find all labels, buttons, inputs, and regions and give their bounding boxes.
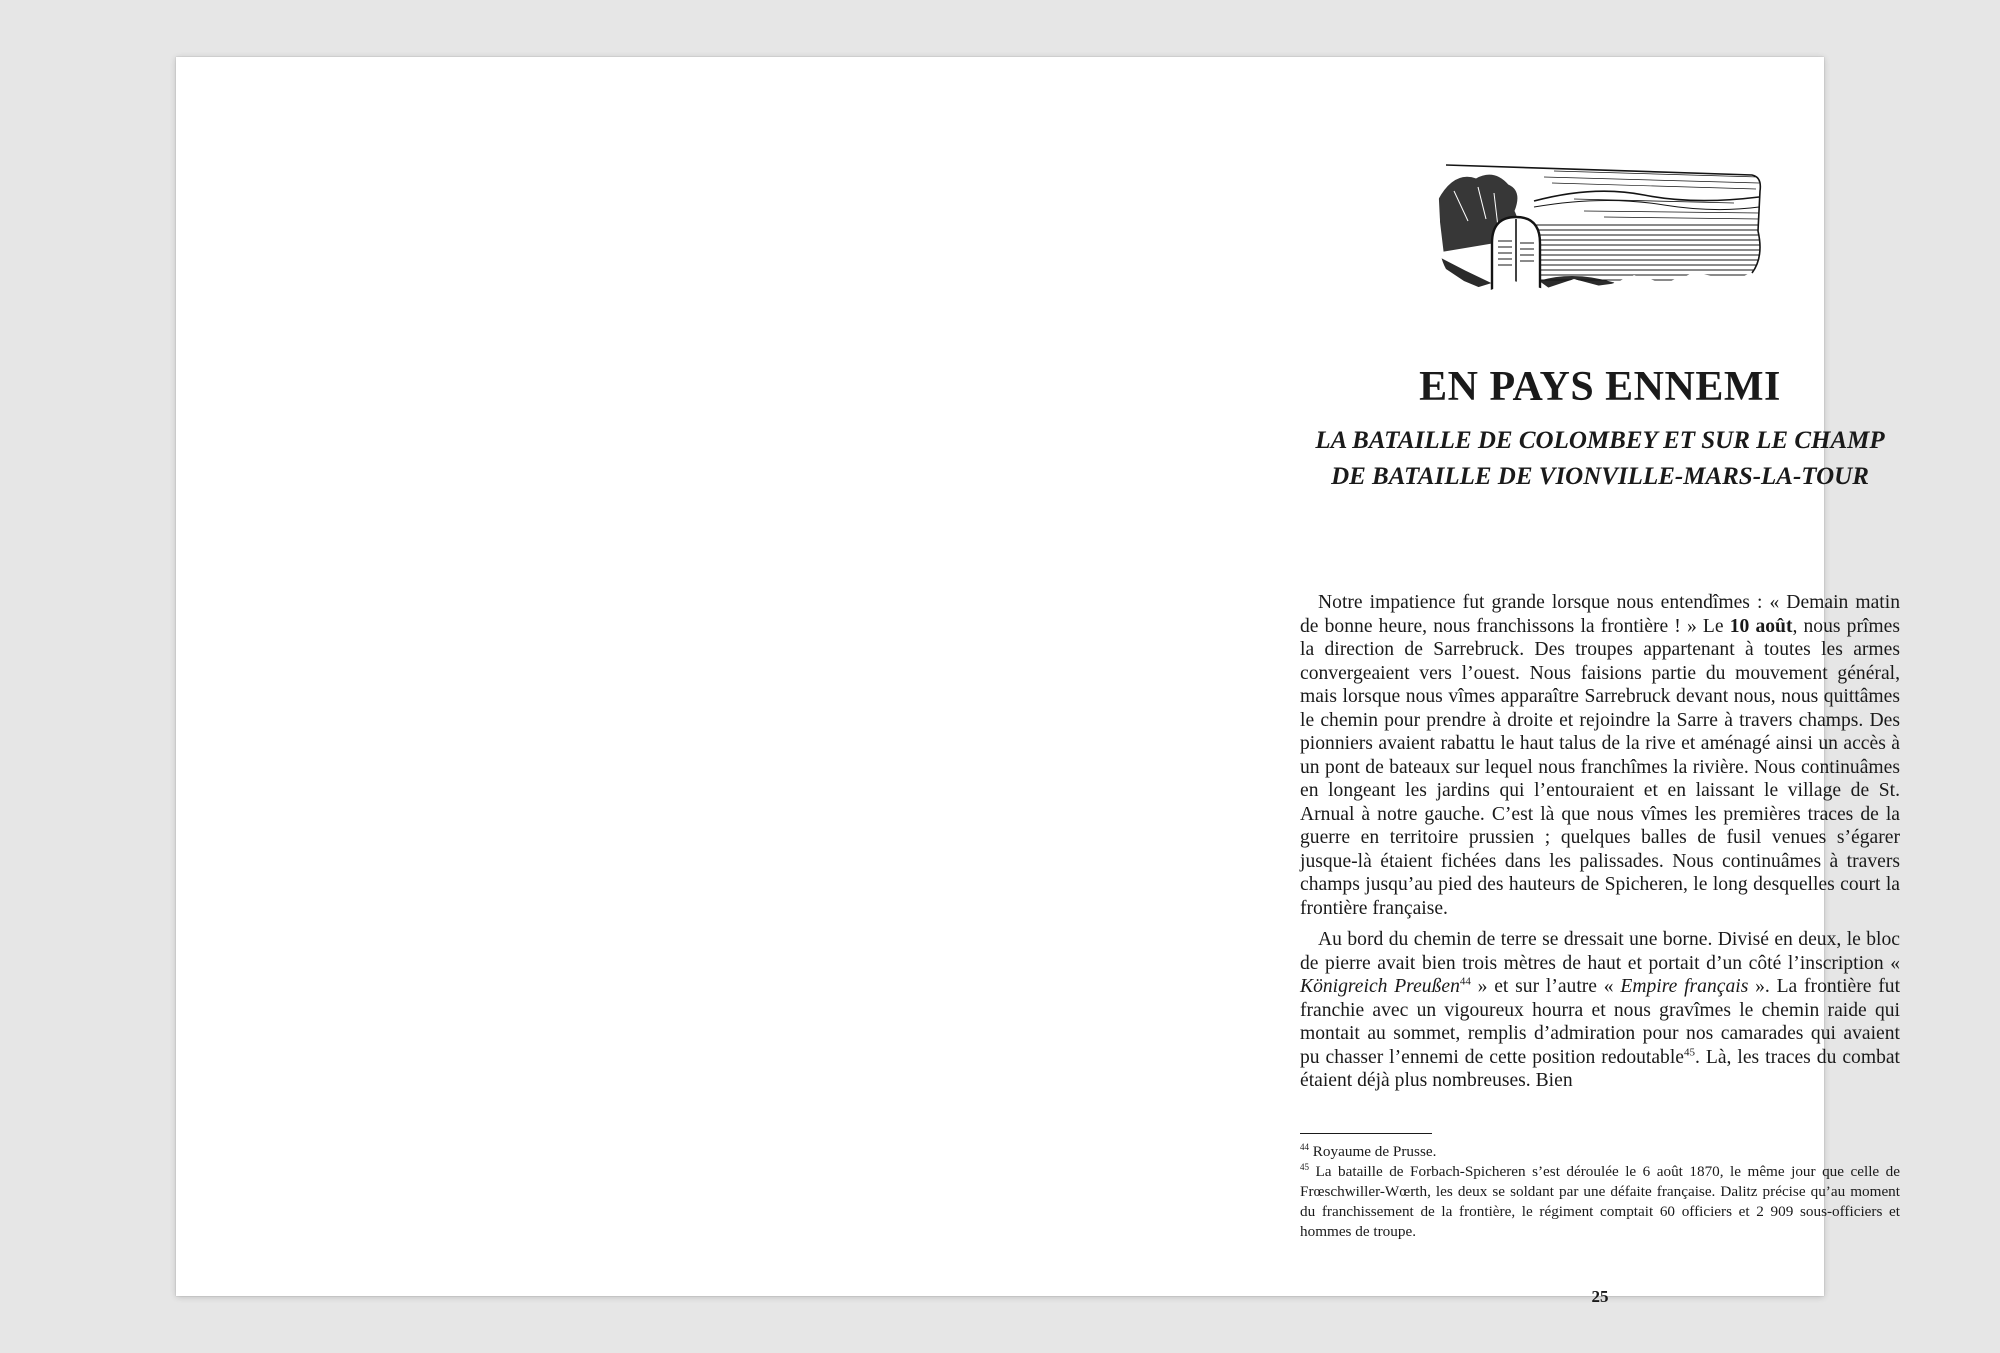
chapter-title: EN PAYS ENNEMI [1419,364,1781,410]
chapter-subtitle-line-2: DE BATAILLE DE VIONVILLE-MARS-LA-TOUR [1331,463,1869,490]
paragraph-2-text-d: . Là, les traces du combat étaient déjà plus nombreuses. Bien [1300,1046,1901,1091]
footnotes [1300,1142,1900,1242]
landscape-engraving-icon [1434,161,1764,345]
footnote-45-number: 45 [1300,1161,1309,1172]
book-spread [176,57,1901,1306]
paragraph-1 [1300,591,1900,920]
chapter-subtitle-line-1: LA BATAILLE DE COLOMBEY ET SUR LE CHAMP [1315,427,1885,454]
right-page [1000,57,1901,1306]
footnote-44-number: 44 [1300,1141,1309,1152]
paragraph-1-text-a: Notre impatience fut grande lorsque nous entendîmes : « Demain matin de bonne heure, nous franchissons la frontière ! » Le [1300,592,1900,637]
footnote-45 [1300,1162,1900,1242]
left-blank-page [176,57,1000,1296]
paragraph-1-text-b: , nous prîmes la direction de Sarrebruck. Des troupes appartenant à toutes les armes convergeaient vers l’ouest. Nous faisions partie du mouvement général, mais lorsque nous vîmes apparaître Sarrebruck devant nous, nous quittâmes le chemin pour prendre à droite et rejoindre la Sarre à travers champs. Des pionniers avaient rabattu le haut talus de la rive et aménagé ainsi un accès à un pont de bateaux sur lequel nous franchîmes la rivière. Nous continuâmes en longeant les jardins qui l’entouraient et en laissant le village de St. Arnual à notre gauche. C’est là que nous vîmes les premières traces de la guerre en territoire prussien ; quelques balles de fusil venues s’égarer jusque-là étaient fichées dans les palissades. Nous continuâmes à travers champs jusqu’au pied des hauteurs de Spicheren, le long desquelles court la frontière française. [1300,615,1900,919]
paragraph-2-text-b: » et sur l’autre « [1470,976,1621,997]
footnote-44 [1300,1142,1900,1162]
paragraph-2 [1300,928,1900,1093]
body-text [1300,591,1900,1101]
footnote-separator [1300,1133,1432,1134]
page-number: 25 [1591,1287,1609,1306]
inscription-prussia: Königreich Preußen [1300,976,1460,997]
footnote-44-text: Royaume de Prusse. [1309,1143,1437,1160]
footnote-ref-45: 45 [1684,1045,1695,1058]
paragraph-2-text-c: ». La frontière fut franchie avec un vigoureux hourra et nous gravîmes le chemin raide qui montait au sommet, remplis d’admiration pour nos camarades qui avaient pu chasser l’ennemi de cette position redoutable [1300,976,1901,1068]
inscription-france: Empire français [1620,976,1749,997]
footnote-ref-44: 44 [1459,975,1471,988]
footnote-45-text: La bataille de Forbach-Spicheren s’est déroulée le 6 août 1870, le même jour que celle de Frœschwiller-Wœrth, les deux se soldant par une défaite française. Dalitz précise qu’au moment du franchissement de la frontière, le régiment comptait 60 officiers et 2 909 sous-officiers et hommes de troupe. [1300,1163,1900,1240]
chapter-subtitle [1300,423,1900,495]
paragraph-2-text-a: Au bord du chemin de terre se dressait une borne. Divisé en deux, le bloc de pierre avait bien trois mètres de haut et portait d’un côté l’inscription « [1300,929,1900,974]
date-emphasis: 10 août [1729,615,1793,637]
